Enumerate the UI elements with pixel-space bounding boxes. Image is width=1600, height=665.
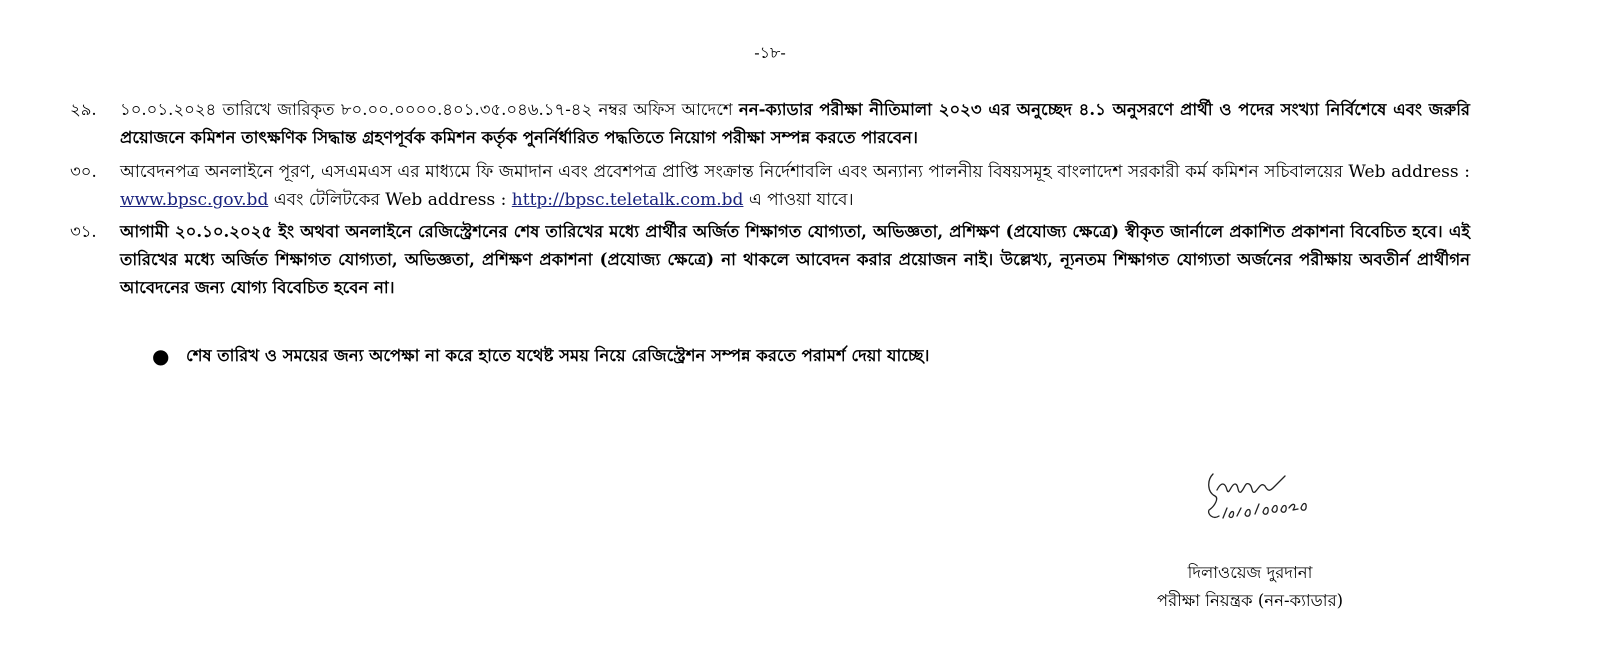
clause-text-before: আবেদনপত্র অনলাইনে পূরণ, এসএমএস এর মাধ্যমে ফি জমাদান এবং প্রবেশপত্র প্রাপ্তি সংক্রান্ত নির্দেশাবলি এবং অন্যান্য পালনীয় বিষয়সমূহ বাংলাদেশ সরকারী কর্ম কমিশন সচিবালয়ের Web address : xyxy=(120,162,1470,182)
teletalk-website-link[interactable]: http://bpsc.teletalk.com.bd xyxy=(511,190,744,210)
clause-31 xyxy=(70,218,1470,302)
clause-number: ২৯. xyxy=(70,100,97,119)
signatory-title: পরীক্ষা নিয়ন্ত্রক (নন-ক্যাডার) xyxy=(1156,591,1344,610)
clause-text-middle: এবং টেলিটকের Web address : xyxy=(268,190,512,210)
clause-number: ৩০. xyxy=(70,162,97,181)
clause-text xyxy=(120,158,1470,214)
handwritten-signature xyxy=(1205,470,1325,532)
clause-text-after: এ পাওয়া যাবে। xyxy=(743,190,854,210)
bullet-icon: ● xyxy=(152,344,170,368)
clause-text-bold: আগামী ২০.১০.২০২৫ ইং অথবা অনলাইনে রেজিস্ট্রেশনের শেষ তারিখের মধ্যে প্রার্থীর অর্জিত শিক্ষাগত যোগ্যতা, অভিজ্ঞতা, প্রশিক্ষণ (প্রযোজ্য ক্ষেত্রে) স্বীকৃত জার্নালে প্রকাশিত প্রকাশনা বিবেচিত হবে। এই তারিখের মধ্যে অর্জিত শিক্ষাগত যোগ্যতা, অভিজ্ঞতা, প্রশিক্ষণ প্রকাশনা (প্রযোজ্য ক্ষেত্রে) না থাকলে আবেদন করার প্রয়োজন নাই। উল্লেখ্য, ন্যূনতম শিক্ষাগত যোগ্যতা অর্জনের পরীক্ষায় অবতীর্ন প্রার্থীগন আবেদনের জন্য যোগ্য বিবেচিত হবেন না। xyxy=(120,222,1470,297)
clause-number: ৩১. xyxy=(70,222,97,241)
clause-30 xyxy=(70,158,1470,214)
advice-note xyxy=(152,342,1452,370)
clause-text xyxy=(120,96,1470,152)
signatory-name: দিলাওয়েজ দুরদানা xyxy=(1187,563,1313,582)
advice-text: শেষ তারিখ ও সময়ের জন্য অপেক্ষা না করে হাতে যথেষ্ট সময় নিয়ে রেজিস্ট্রেশন সম্পন্ন করতে পরামর্শ দেয়া যাচ্ছে। xyxy=(186,346,930,365)
clause-text-bold: নন-ক্যাডার পরীক্ষা নীতিমালা ২০২৩ এর অনুচ্ছেদ ৪.১ অনুসরণে প্রার্থী ও পদের সংখ্যা নির্বিশেষে এবং জরুরি প্রয়োজনে কমিশন তাৎক্ষণিক সিদ্ধান্ত গ্রহণপূর্বক কমিশন কর্তৃক পুনর্নির্ধারিত পদ্ধতিতে নিয়োগ পরীক্ষা সম্পন্ন করতে পারবেন। xyxy=(120,100,1470,147)
clause-29 xyxy=(70,96,1470,152)
clause-text-plain: ১০.০১.২০২৪ তারিখে জারিকৃত ৮০.০০.০০০০.৪০১.৩৫.০৪৬.১৭-৪২ নম্বর অফিস আদেশে xyxy=(120,100,739,119)
page-number: -১৮- xyxy=(754,43,786,62)
bpsc-website-link[interactable]: www.bpsc.gov.bd xyxy=(120,190,269,210)
